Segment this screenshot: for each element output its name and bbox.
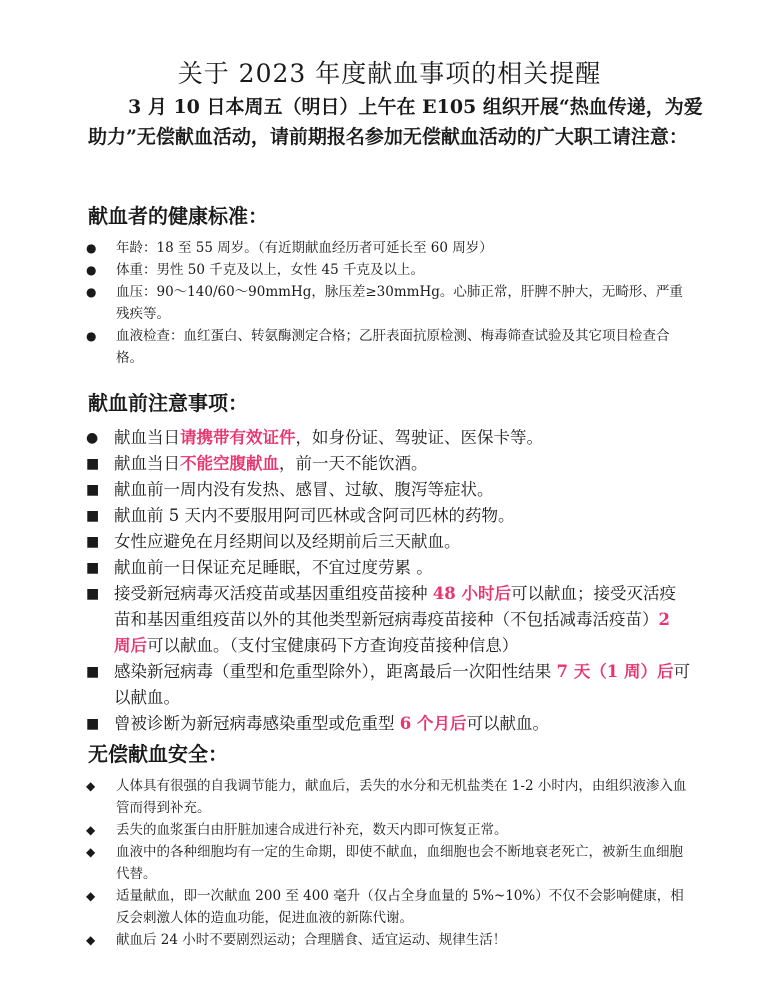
- highlight-text: 2 周后: [114, 610, 670, 655]
- bullet-square-icon: ■: [86, 586, 100, 602]
- bullet-dot-icon: ●: [86, 263, 97, 277]
- highlight-text: 不能空腹献血: [180, 454, 279, 473]
- intro-paragraph: 3 月 10 日本周五（明日）上午在 E105 组织开展“热血传递，为爱助力”无偿献血活动，请前期报名参加无偿献血活动的广大职工请注意：: [88, 96, 703, 148]
- bullet-diamond-icon: ◆: [86, 933, 96, 947]
- bullet-dot-icon: ●: [86, 329, 97, 343]
- item-text: 可以献血。: [114, 662, 690, 707]
- safety-list: [86, 775, 692, 951]
- before-list: [86, 425, 692, 737]
- highlight-text: 6 个月后: [399, 714, 467, 733]
- bullet-square-icon: ■: [86, 508, 100, 524]
- before-item: [86, 555, 692, 581]
- bullet-square-icon: ■: [86, 560, 100, 576]
- bullet-square-icon: ■: [86, 716, 100, 732]
- health-item: ● 体重：男性 50 千克及以上，女性 45 千克及以上。: [86, 259, 686, 281]
- before-item: [86, 529, 692, 555]
- item-text: 献血前一日保证充足睡眠，不宜过度劳累 。: [114, 558, 433, 577]
- safety-item: [86, 929, 692, 951]
- item-text: 献血后 24 小时不要剧烈运动；合理膳食、适宜运动、规律生活！: [116, 932, 507, 948]
- bullet-diamond-icon: ◆: [86, 889, 96, 903]
- item-text: 可以献血。: [466, 714, 549, 733]
- bullet-square-icon: ■: [86, 482, 100, 498]
- bullet-diamond-icon: ◆: [86, 779, 96, 793]
- bullet-square-icon: ■: [86, 456, 100, 472]
- item-text: 可以献血。（支付宝健康码下方查询疫苗接种信息）: [147, 636, 519, 655]
- item-text: 人体具有很强的自我调节能力，献血后，丢失的水分和无机盐类在 1-2 小时内，由组织液渗入血管而得到补充。: [116, 778, 687, 816]
- safety-item: [86, 775, 692, 819]
- health-item: ● 血液检查：血红蛋白、转氨酶测定合格；乙肝表面抗原检测、梅毒筛查试验及其它项目检查合格。: [86, 325, 686, 369]
- item-text: 女性应避免在月经期间以及经期前后三天献血。: [114, 532, 461, 551]
- item-text: 献血当日: [114, 428, 180, 447]
- bullet-dot-icon: ●: [86, 285, 97, 299]
- health-item: ● 血压：90～140/60～90mmHg，脉压差≥30mmHg。心肺正常，肝脾不肿大，无畸形、严重残疾等。: [86, 281, 686, 325]
- before-item: [86, 503, 692, 529]
- highlight-text: 48 小时后: [432, 584, 511, 603]
- item-text: 献血当日: [114, 454, 180, 473]
- before-section-title: 献血前注意事项：: [88, 391, 248, 415]
- health-item: ● 年龄：18 至 55 周岁。（有近期献血经历者可延长至 60 周岁）: [86, 237, 686, 259]
- item-text: 血液中的各种细胞均有一定的生命期，即使不献血，血细胞也会不断地衰老死亡，被新生血细胞代替。: [116, 844, 683, 882]
- item-text: 献血前一周内没有发热、感冒、过敏、腹泻等症状。: [114, 480, 494, 499]
- item-text: ，前一天不能饮酒。: [279, 454, 428, 473]
- health-list: [86, 237, 686, 369]
- before-item: [86, 711, 692, 737]
- safety-item: [86, 885, 692, 929]
- bullet-diamond-icon: ◆: [86, 845, 96, 859]
- safety-item: [86, 819, 692, 841]
- item-text: 接受新冠病毒灭活疫苗或基因重组疫苗接种: [114, 584, 433, 603]
- highlight-text: 请携带有效证件: [180, 428, 296, 447]
- highlight-text: 7 天（1 周）后: [556, 662, 674, 681]
- before-item: [86, 581, 692, 659]
- health-section-title: 献血者的健康标准：: [88, 204, 268, 228]
- safety-item: [86, 841, 692, 885]
- bullet-diamond-icon: ◆: [86, 823, 96, 837]
- item-text: 丢失的血浆蛋白由肝脏加速合成进行补充，数天内即可恢复正常。: [116, 822, 508, 838]
- bullet-square-icon: ■: [86, 534, 100, 550]
- item-text: 感染新冠病毒（重型和危重型除外），距离最后一次阳性结果: [114, 662, 557, 681]
- item-text: 献血前 5 天内不要服用阿司匹林或含阿司匹林的药物。: [114, 506, 515, 525]
- page-title: 关于 2023 年度献血事项的相关提醒: [177, 59, 602, 88]
- safety-section-title: 无偿献血安全：: [88, 742, 228, 766]
- item-text: 曾被诊断为新冠病毒感染重型或危重型: [114, 714, 400, 733]
- bullet-dot-icon: ●: [86, 241, 97, 255]
- before-item: [86, 451, 692, 477]
- item-text: ，如身份证、驾驶证、医保卡等。: [295, 428, 543, 447]
- before-item: [86, 425, 692, 451]
- bullet-square-icon: ■: [86, 664, 100, 680]
- before-item: [86, 659, 692, 711]
- item-text: 可以献血；接受灭活疫苗和基因重组疫苗以外的其他类型新冠病毒疫苗接种（不包括减毒活疫苗）: [114, 584, 676, 629]
- bullet-dot-icon: ●: [86, 430, 99, 446]
- before-item: [86, 477, 692, 503]
- item-text: 适量献血，即一次献血 200 至 400 毫升（仅占全身血量的 5%~10%）不仅不会影响健康，相反会刺激人体的造血功能，促进血液的新陈代谢。: [116, 888, 684, 926]
